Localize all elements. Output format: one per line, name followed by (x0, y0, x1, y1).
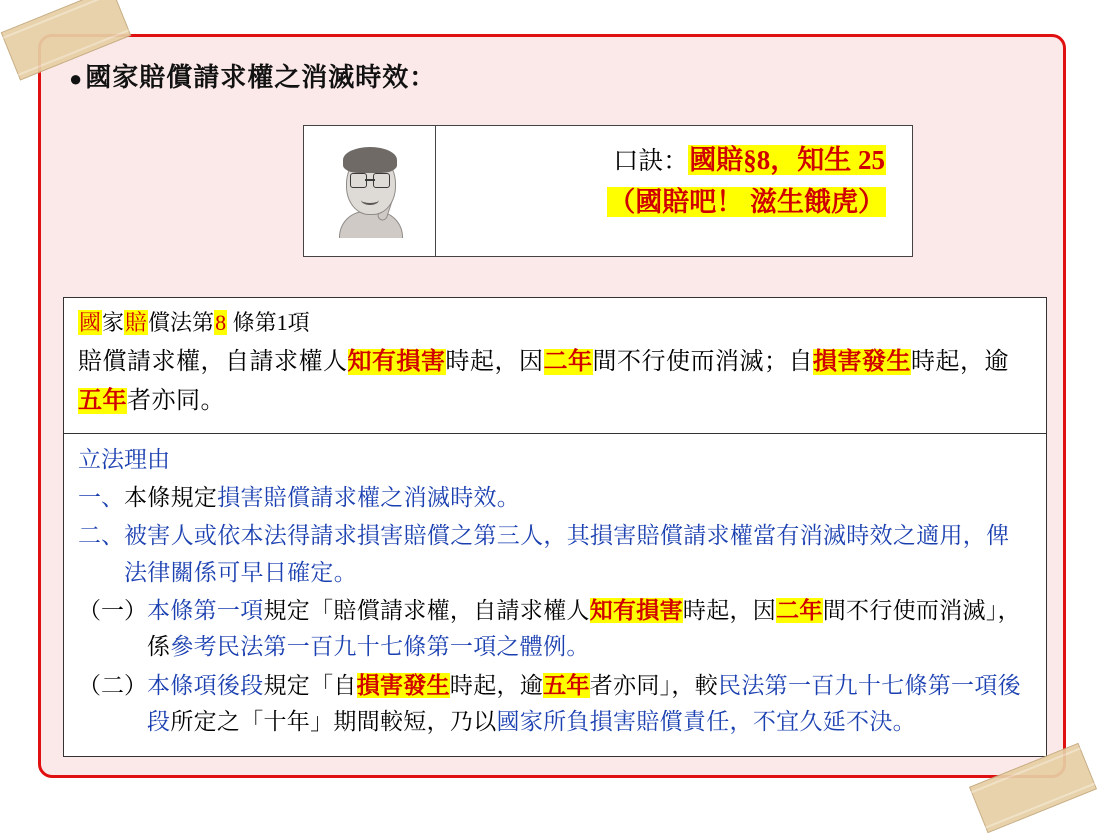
reason-item-2-number: 二、 (78, 523, 124, 549)
page-title (69, 57, 436, 94)
reason-item-1-text-black: 本條規定 (124, 485, 218, 511)
page-title-text: 國家賠償請求權之消滅時效： (85, 63, 437, 92)
reason-item-2-text: 被害人或依本法得請求損害賠償之第三人，其損害賠償請求權當有消滅時效之適用，俾法律關係可早日確定。 (124, 523, 1010, 585)
reason-item-1-text (124, 480, 1032, 516)
mnemonic-box (303, 125, 913, 257)
reason-item-4-hl-1: 損害發 (356, 672, 427, 698)
reason-item-1-number: 一、 (78, 485, 124, 511)
mnemonic-line-1-text: 國賠§8，知生 25 (689, 145, 885, 175)
reason-item-1-text-blue: 損害賠償請求權之消滅時效。 (217, 485, 521, 511)
portrait-cell (304, 126, 436, 256)
law-body-hl-2: 二年 (543, 349, 593, 375)
reason-item-3-hl-2: 二年 (776, 598, 823, 624)
law-body-seg-3: 間不行使而消滅；自 (592, 349, 813, 375)
mnemonic-line-1 (436, 140, 886, 182)
law-article-body (78, 343, 1032, 421)
reason-item-4-seg-2: 規定「自 (263, 672, 357, 698)
reason-item-4-seg-7: 國家所負損害賠償責任，不宜久延不決。 (496, 709, 916, 735)
mnemonic-label: 口訣： (613, 148, 689, 175)
reason-item-3-hl-1: 知有損害 (589, 598, 683, 624)
reason-item-3-number: （一） (78, 598, 147, 624)
law-title-part-4: 償法第 (148, 310, 215, 335)
law-body-hl-4: 五年 (78, 387, 127, 414)
reason-item-3-seg-1: 本條第一項 (147, 598, 264, 624)
law-box (63, 297, 1047, 757)
law-title-part-1: 國 (79, 310, 102, 335)
reason-item-3 (78, 593, 1032, 666)
reason-item-4-seg-6: 所定之「十年」期間較短，乃以 (170, 709, 497, 735)
reason-item-4-seg-5: 民法第一百九十七條第一項後段 (147, 672, 1021, 735)
reason-item-4-seg-1: 本條項後段 (147, 672, 264, 698)
slide-page (38, 34, 1066, 778)
sketch-portrait-icon (333, 145, 407, 237)
law-title-part-6: 條第1項 (232, 310, 310, 335)
reason-item-4-text (147, 668, 1032, 741)
legislative-reason-title: 立法理由 (78, 446, 170, 472)
law-title-part-2: 家 (102, 310, 125, 335)
reason-item-4-hl-2: 五年 (543, 672, 590, 698)
law-body-seg-4: 時起，逾 (911, 349, 1009, 375)
law-body-seg-5: 者亦同。 (127, 387, 225, 414)
bullet-icon: ● (69, 66, 84, 91)
legislative-reason-section (64, 434, 1046, 757)
mnemonic-line-2-text: （國賠吧！ 滋生餓虎） (608, 186, 885, 217)
reason-item-4 (78, 668, 1032, 741)
reason-item-2 (78, 518, 1032, 591)
reason-item-3-text (147, 593, 1032, 666)
law-title-part-5: 8 (215, 310, 227, 335)
law-body-hl-3b: 生 (886, 349, 911, 375)
law-body-hl-1: 知有損害 (347, 349, 446, 375)
reason-item-4-seg-3: 時起，逾 (449, 672, 544, 698)
law-body-hl-3: 損害發 (813, 349, 887, 375)
reason-item-3-seg-2: 規定「賠償請求權，自請求權人 (263, 598, 590, 624)
reason-item-1 (78, 480, 1032, 516)
mnemonic-line-2 (436, 182, 886, 224)
mnemonic-text (436, 126, 912, 256)
reason-item-3-seg-4: 間不行使而消滅」，係 (147, 598, 1021, 660)
law-article-section (64, 298, 1046, 434)
reason-item-4-number: （二） (78, 672, 147, 698)
law-body-seg-1: 賠償請求權，自請求權人 (78, 349, 348, 375)
reason-item-4-seg-4: 者亦同」，較 (589, 672, 719, 698)
law-article-title (78, 306, 1032, 339)
reason-item-4-hl-1b: 生 (426, 672, 450, 698)
reason-item-3-seg-5: 參考民法第一百九十七條第一項之體例。 (170, 634, 590, 660)
reason-item-3-seg-3: 時起，因 (682, 598, 777, 624)
law-title-part-3: 賠 (125, 310, 148, 335)
law-body-seg-2: 時起，因 (445, 349, 544, 375)
